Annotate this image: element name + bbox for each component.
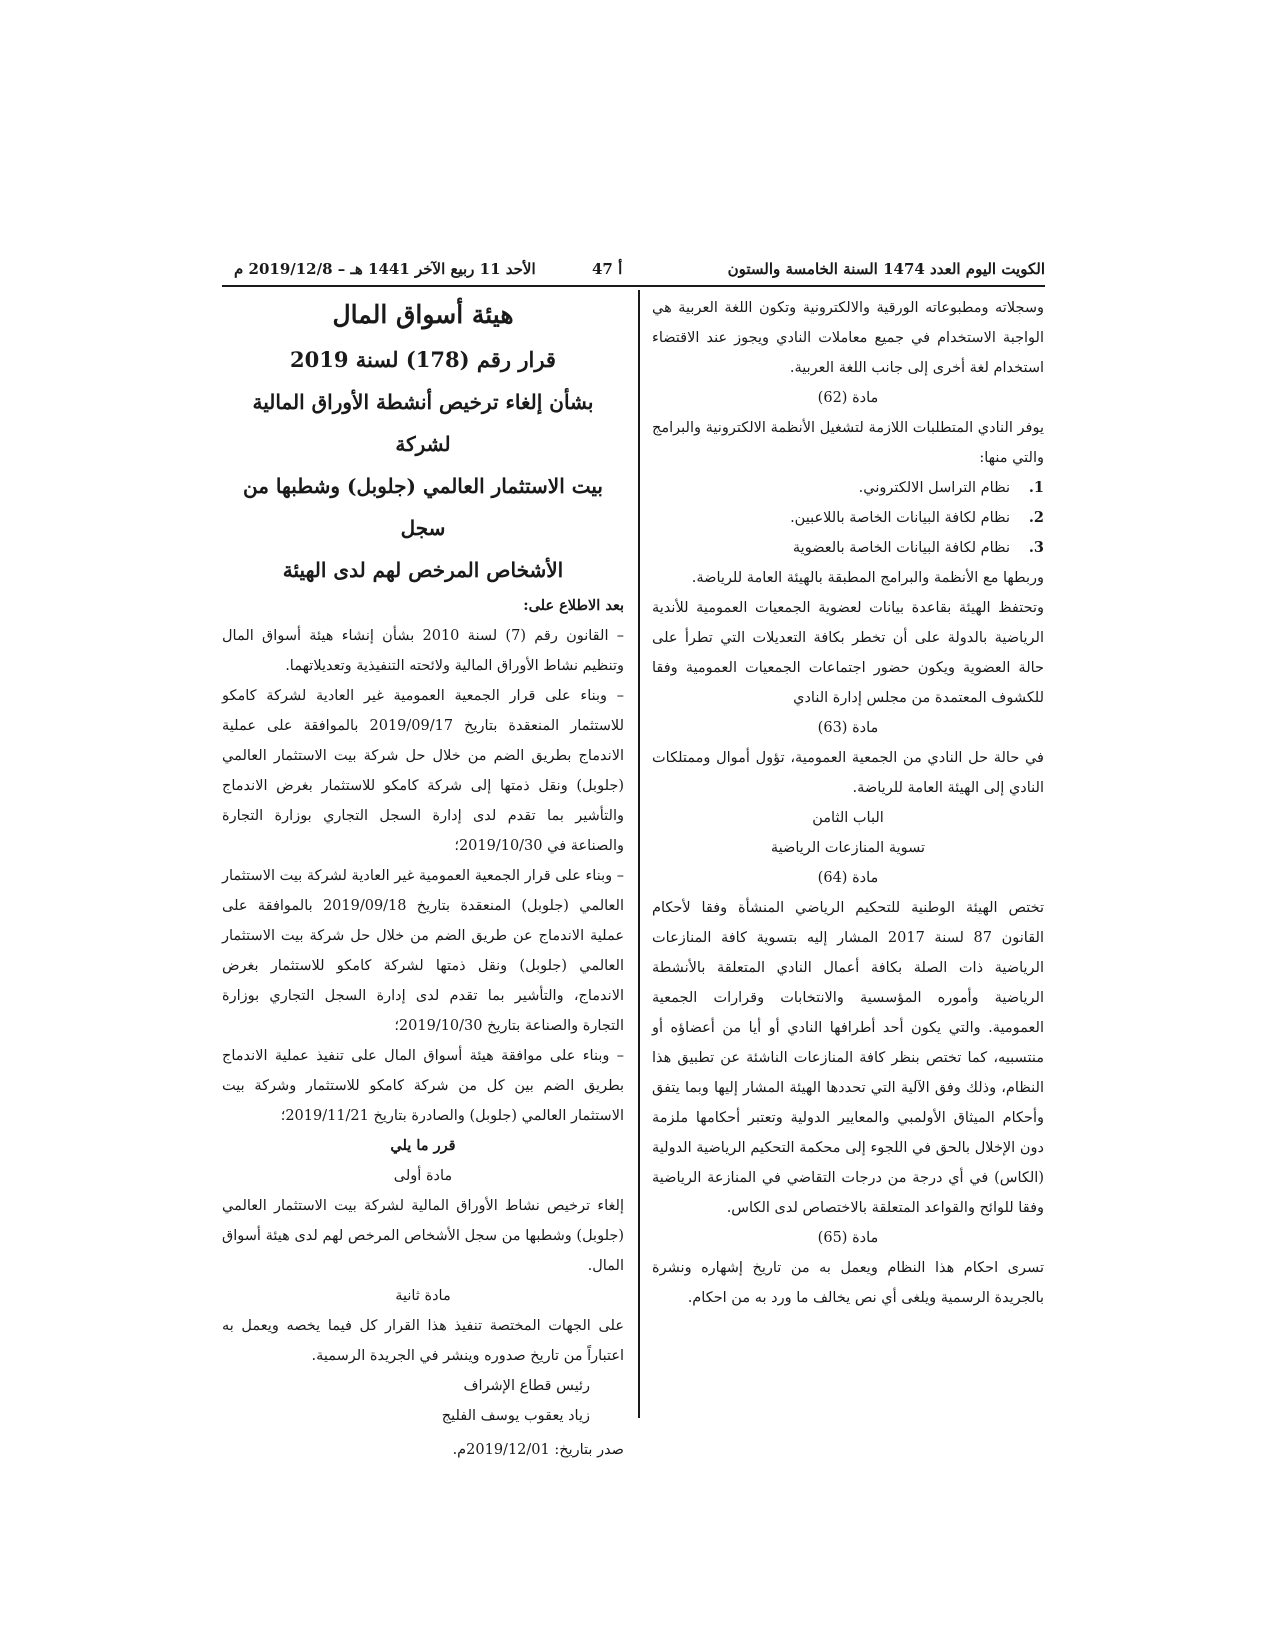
article-heading: مادة (62) [817,390,879,406]
chapter-title: تسوية المنازعات الرياضية [770,840,926,856]
paragraph: في حالة حل النادي من الجمعية العمومية، تؤول أموال وممتلكات النادي إلى الهيئة العامة للرياضة. [652,750,1044,796]
article-heading: مادة ثانية [395,1288,451,1304]
issue-date: صدر بتاريخ: 2019/12/01م. [452,1442,624,1458]
paragraph: إلغاء ترخيص نشاط الأوراق المالية لشركة بيت الاستثمار العالمي (جلوبل) وشطبها من سجل الأشخاص المرخص لهم لدى هيئة أسواق المال. [222,1198,624,1274]
decision-subject: الأشخاص المرخص لهم لدى الهيئة [282,558,564,582]
column-divider [638,290,640,1418]
paragraph: وربطها مع الأنظمة والبرامج المطبقة بالهيئة العامة للرياضة. [691,570,1044,586]
header-issue-info: الكويت اليوم العدد 1474 السنة الخامسة والستون [727,260,1045,278]
after-review-label: بعد الاطلاع على: [523,597,624,614]
page-header [222,255,1045,287]
paragraph: وسجلاته ومطبوعاته الورقية والالكترونية وتكون اللغة العربية هي الواجبة الاستخدام في جميع معاملات النادي ويجوز عند الاقتضاء استخدام لغة أخرى إلى جانب اللغة العربية. [652,300,1044,376]
paragraph: – وبناء على موافقة هيئة أسواق المال على تنفيذ عملية الاندماج بطريق الضم بين كل من شركة كامكو للاستثمار وشركة بيت الاستثمار العالمي (جلوبل) والصادرة بتاريخ 2019/11/21؛ [222,1048,624,1124]
article-heading: مادة أولى [393,1168,453,1184]
paragraph: وتحتفظ الهيئة بقاعدة بيانات لعضوية الجمعيات العمومية للأندية الرياضية بالدولة على أن تخطر بكافة التعديلات التي تطرأ على حالة العضوية ويكون حضور اجتماعات الجمعيات العمومية وفقا للكشوف المعتمدة من مجلس إدارة النادي [652,600,1044,706]
list-item: 2. نظام لكافة البيانات الخاصة باللاعبين. [790,509,1044,526]
paragraph: على الجهات المختصة تنفيذ هذا القرار كل فيما يخصه ويعمل به اعتباراً من تاريخ صدوره وينشر في الجريدة الرسمية. [222,1318,624,1364]
list-item: 3. نظام لكافة البيانات الخاصة بالعضوية [792,539,1044,556]
decision-subject: بيت الاستثمار العالمي (جلوبل) وشطبها من سجل [243,474,603,540]
chapter-heading: الباب الثامن [812,810,884,826]
article-heading: مادة (65) [817,1230,879,1246]
list-item: 1. نظام التراسل الالكتروني. [858,479,1044,496]
header-date: الأحد 11 ربيع الآخر 1441 هـ – 2019/12/8 م [234,260,536,278]
paragraph: تختص الهيئة الوطنية للتحكيم الرياضي المنشأة وفقا لأحكام القانون 87 لسنة 2017 المشار إليه بتسوية كافة المنازعات الرياضية ذات الصلة بكافة أعمال النادي المتعلقة بالأنشطة الرياضية وأموره المؤسسية والانتخابات وقرارات الجمعية العمومية. والتي يكون أحد أطرافها النادي أو أيا من أعضاؤه أو منتسبيه، كما تختص بنظر كافة المنازعات الناشئة عن تطبيق هذا النظام، وذلك وفق الآلية التي تحددها الهيئة المشار إليها وبما يتفق وأحكام الميثاق الأولمبي والمعايير الدولية وتعتبر أحكامها ملزمة دون الإخلال بالحق في اللجوء إلى محكمة التحكيم الرياضية الدولية (الكاس) في أي درجة من درجات التقاضي في المنازعة الرياضية وفقا للوائح والقواعد المتعلقة بالاختصاص لدى الكاس. [652,900,1044,1216]
systems-list [652,473,1044,563]
paragraph: – القانون رقم (7) لسنة 2010 بشأن إنشاء هيئة أسواق المال وتنظيم نشاط الأوراق المالية ولائحته التنفيذية وتعديلاتهما. [222,628,624,674]
article-heading: مادة (64) [817,870,879,886]
paragraph: – وبناء على قرار الجمعية العمومية غير العادية لشركة كامكو للاستثمار المنعقدة بتاريخ 2019/09/17 بالموافقة على عملية الاندماج بطريق الضم من خلال حل شركة بيت الاستثمار العالمي (جلوبل) ونقل ذمتها إلى شركة كامكو للاستثمار بغرض الاندماج والتأشير بما تقدم لدى إدارة السجل التجاري بوزارة التجارة والصناعة في 2019/10/30؛ [222,688,624,854]
left-column [222,293,624,1465]
article-heading: مادة (63) [817,720,879,736]
decision-subject: بشأن إلغاء ترخيص أنشطة الأوراق المالية لشركة [252,390,594,456]
paragraph: تسرى احكام هذا النظام ويعمل به من تاريخ إشهاره ونشرة بالجريدة الرسمية ويلغى أي نص يخالف ما ورد به من احكام. [652,1260,1044,1306]
decision-title: قرار رقم (178) لسنة 2019 [290,347,556,372]
authority-title: هيئة أسواق المال [332,300,514,329]
signatory-name: زياد يعقوب يوسف الفليج [441,1408,590,1424]
decided-heading: قرر ما يلي [390,1137,456,1154]
right-column [652,293,1044,1313]
paragraph: يوفر النادي المتطلبات اللازمة لتشغيل الأنظمة الالكترونية والبرامج والتي منها: [652,420,1044,466]
signatory-title: رئيس قطاع الإشراف [463,1378,590,1394]
header-page-number: أ 47 [592,260,623,278]
paragraph: – وبناء على قرار الجمعية العمومية غير العادية لشركة بيت الاستثمار العالمي (جلوبل) المنعقدة بتاريخ 2019/09/18 بالموافقة على عملية الاندماج عن طريق الضم من خلال حل شركة بيت الاستثمار العالمي (جلوبل) ونقل ذمتها لشركة كامكو للاستثمار بغرض الاندماج، والتأشير بما تقدم لدى إدارة السجل التجاري بوزارة التجارة والصناعة بتاريخ 2019/10/30؛ [222,868,624,1034]
